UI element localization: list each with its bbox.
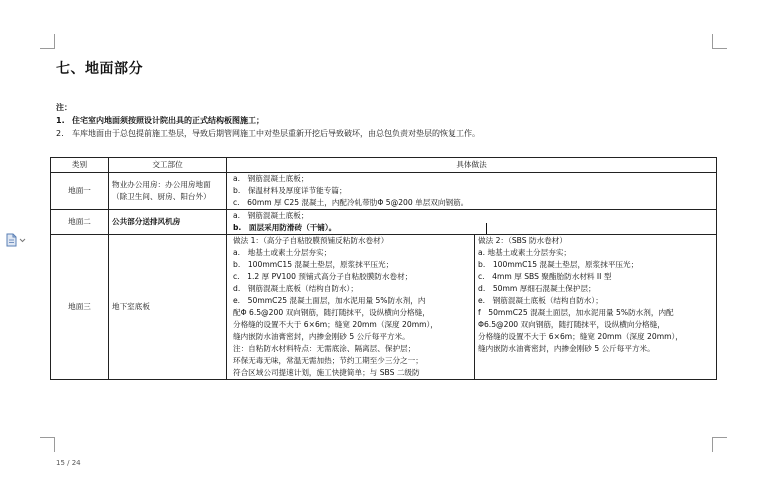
header-details: 具体做法 [227, 158, 717, 173]
note-text: 车库地面由于总包提前施工垫层，导致后期管网施工中对垫层重新开挖后导致破坏，由总包负责对垫层的恢复工作。 [72, 129, 480, 138]
method-line: 做法 1：（高分子自粘胶膜预铺反粘防水卷材） [233, 236, 389, 245]
text-cursor [486, 223, 487, 234]
detail-line [230, 222, 713, 234]
method-line: d. 50mm 厚细石混凝土保护层； [478, 284, 596, 293]
method-line: 做法 2：（SBS 防水卷材） [478, 236, 567, 245]
row-category: 地面一 [51, 173, 109, 210]
row-position: 地下室底板 [109, 235, 227, 380]
note-text: 住宅室内地面须按照设计院出具的正式结构板图施工； [72, 116, 264, 125]
note-item [56, 115, 264, 126]
method-line: c. 1.2 厚 PV100 预铺式高分子自粘胶膜防水卷材； [233, 272, 413, 281]
method-line: 缝内嵌防水油膏密封，内掺金刚砂 5 公斤每平方米。 [478, 344, 655, 353]
note-number: 1. [56, 116, 65, 125]
table-row [51, 210, 717, 235]
page-corner-mark [40, 34, 55, 49]
table-header-row [51, 158, 717, 173]
row-details[interactable] [227, 210, 717, 235]
method-line: 配Φ 6.5@200 双向钢筋，随打随抹平，设纵横向分格缝， [233, 308, 430, 317]
row-details [227, 173, 717, 210]
notes-label: 注： [56, 103, 72, 112]
method-line: e. 钢筋混凝土底板（结构自防水）； [478, 296, 603, 305]
row-position: 公共部分送排风机房 [109, 210, 227, 235]
page-number: 15 / 24 [56, 459, 81, 467]
detail-line: a. 钢筋混凝土底板； [233, 211, 309, 220]
method-line: d. 钢筋混凝土底板（结构自防水）； [233, 284, 358, 293]
method-line: 分格缝的设置不大于 6×6m；缝宽 20mm（深度 20mm）， [478, 332, 683, 341]
detail-text: b. 面层采用防滑砖（干铺）。 [233, 223, 337, 232]
header-category: 类别 [51, 158, 109, 173]
row-details [227, 235, 717, 380]
section-title: 七、地面部分 [56, 61, 143, 77]
detail-line: c. 60mm 厚 C25 混凝土，内配冷轧带肋Φ 5@200 单层双向钢筋。 [233, 198, 469, 207]
note-number: 2. [56, 129, 64, 138]
document-options-icon[interactable] [5, 232, 27, 246]
method-line: b. 100mmC15 混凝土垫层，原浆抹平压光； [478, 260, 639, 269]
method-line: 注：自粘防水材料特点：无需底涂、隔离层、保护层； [233, 344, 416, 353]
method-1-column [230, 235, 475, 379]
method-line: 分格缝的设置不大于 6×6m；缝宽 20mm（深度 20mm）， [233, 320, 438, 329]
method-2-column [475, 235, 713, 379]
method-line: c. 4mm 厚 SBS 聚酯胎防水材料 II 型 [478, 272, 612, 281]
table-row [51, 173, 717, 210]
detail-line: b. 保温材料及厚度详节能专篇； [233, 186, 347, 195]
method-line: e. 50mmC25 混凝土面层，加水泥用量 5%防水剂，内 [233, 296, 426, 305]
note-item [56, 128, 480, 139]
method-line: f 50mmC25 混凝土面层，加水泥用量 5%防水剂，内配 [478, 308, 674, 317]
method-line: a. 地基土或素土分层夯实； [233, 248, 332, 257]
row-category: 地面二 [51, 210, 109, 235]
method-line: 符合区域公司提速计划，施工快捷简单；与 SBS 二级防 [233, 368, 420, 377]
method-line: 缝内嵌防水油膏密封，内掺金刚砂 5 公斤每平方米。 [233, 332, 410, 341]
header-position: 交工部位 [109, 158, 227, 173]
method-line: a. 地基土或素土分层夯实； [478, 248, 572, 257]
floor-spec-table [50, 157, 717, 380]
method-line: b. 100mmC15 混凝土垫层，原浆抹平压光； [233, 260, 394, 269]
method-line: Φ6.5@200 双向钢筋，随打随抹平，设纵横向分格缝， [478, 320, 665, 329]
page-corner-mark [40, 437, 55, 452]
row-category: 地面三 [51, 235, 109, 380]
table-row [51, 235, 717, 380]
page-corner-mark [712, 34, 727, 49]
page-corner-mark [712, 437, 727, 452]
row-position: 物业办公用房：办公用房地面（除卫生间、厨房、阳台外） [109, 173, 227, 210]
method-line: 环保无毒无味，常温无需加热；节约工期至少三分之一； [233, 356, 423, 365]
detail-line: a. 钢筋混凝土底板； [233, 174, 309, 183]
